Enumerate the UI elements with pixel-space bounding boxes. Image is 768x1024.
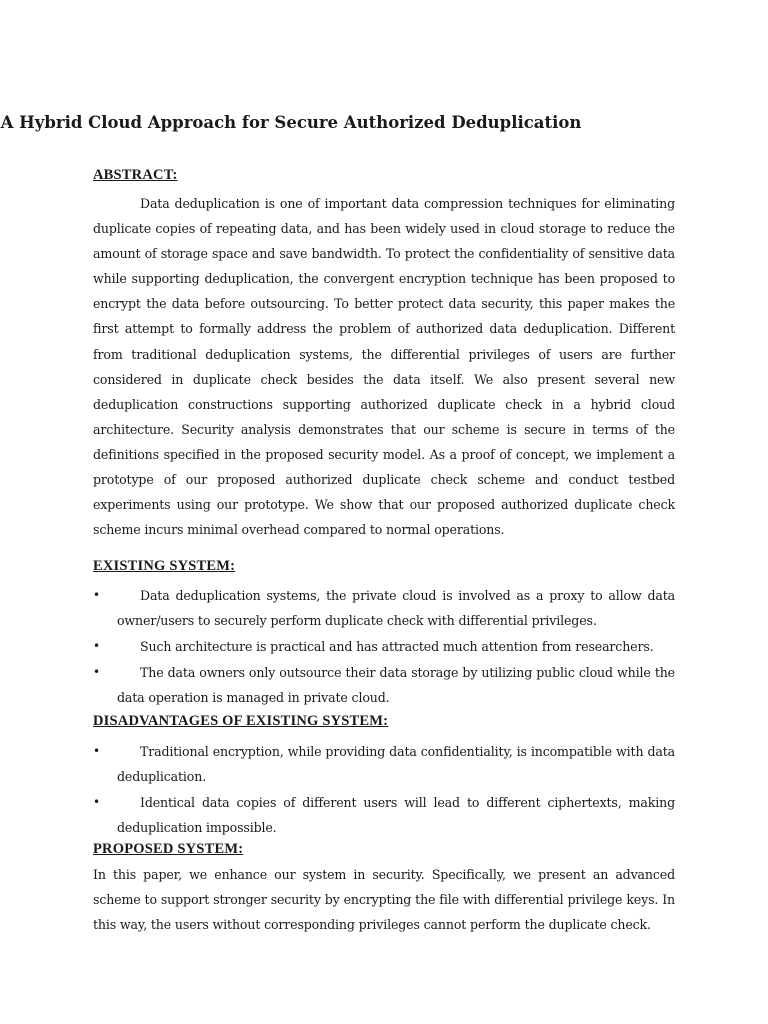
existing-system-list bbox=[93, 583, 675, 710]
list-item bbox=[93, 634, 675, 659]
bullet-icon: • bbox=[93, 795, 100, 810]
bullet-icon: • bbox=[93, 744, 100, 758]
list-item-text: Such architecture is practical and has attracted much attention from researchers. bbox=[140, 639, 654, 655]
list-item-text: Data deduplication systems, the private cloud is involved as a proxy to allow data owner/users to securely perform duplicate check with differential privileges. bbox=[117, 588, 675, 629]
list-item bbox=[93, 660, 675, 710]
abstract-heading: ABSTRACT: bbox=[93, 167, 178, 183]
document-title: A Hybrid Cloud Approach for Secure Authorized Deduplication bbox=[0, 113, 582, 132]
proposed-system-text: In this paper, we enhance our system in security. Specifically, we present an advanced scheme to support stronger security by encrypting the file with differential privilege keys. In this way, the users without corresponding privileges cannot perform the duplicate check. bbox=[93, 867, 675, 933]
list-item bbox=[93, 583, 675, 633]
existing-system-heading: EXISTING SYSTEM: bbox=[93, 558, 236, 574]
disadvantages-list bbox=[93, 739, 675, 840]
list-item bbox=[93, 739, 675, 789]
abstract-text: Data deduplication is one of important data compression techniques for eliminating duplicate copies of repeating data, and has been widely used in cloud storage to reduce the amount of storage space and save bandwidth. To protect the confidentiality of sensitive data while supporting deduplication, the convergent encryption technique has been proposed to encrypt the data before outsourcing. To better protect data security, this paper makes the first attempt to formally address the problem of authorized data deduplication. Different from traditional deduplication systems, the differential privileges of users are further considered in duplicate check besides the data itself. We also present several new deduplication constructions supporting authorized duplicate check in a hybrid cloud architecture. Security analysis demonstrates that our scheme is secure in terms of the definitions specified in the proposed security model. As a proof of concept, we implement a prototype of our proposed authorized duplicate check scheme and conduct testbed experiments using our prototype. We show that our proposed authorized duplicate check scheme incurs minimal overhead compared to normal operations. bbox=[93, 196, 675, 538]
disadvantages-heading: DISADVANTAGES OF EXISTING SYSTEM: bbox=[93, 713, 389, 729]
disadvantages-section bbox=[93, 712, 675, 840]
existing-system-section bbox=[93, 557, 675, 710]
abstract-section bbox=[93, 166, 675, 542]
list-item-text: Identical data copies of different users will lead to different ciphertexts, making deduplication impossible. bbox=[117, 795, 675, 836]
bullet-icon: • bbox=[93, 665, 100, 680]
list-item-text: The data owners only outsource their data storage by utilizing public cloud while the data operation is managed in private cloud. bbox=[117, 665, 675, 706]
bullet-icon: • bbox=[93, 639, 100, 654]
list-item-text: Traditional encryption, while providing data confidentiality, is incompatible with data deduplication. bbox=[117, 744, 675, 785]
list-item bbox=[93, 790, 675, 840]
proposed-system-heading: PROPOSED SYSTEM: bbox=[93, 841, 244, 857]
bullet-icon: • bbox=[93, 588, 100, 602]
proposed-system-section bbox=[93, 840, 675, 937]
